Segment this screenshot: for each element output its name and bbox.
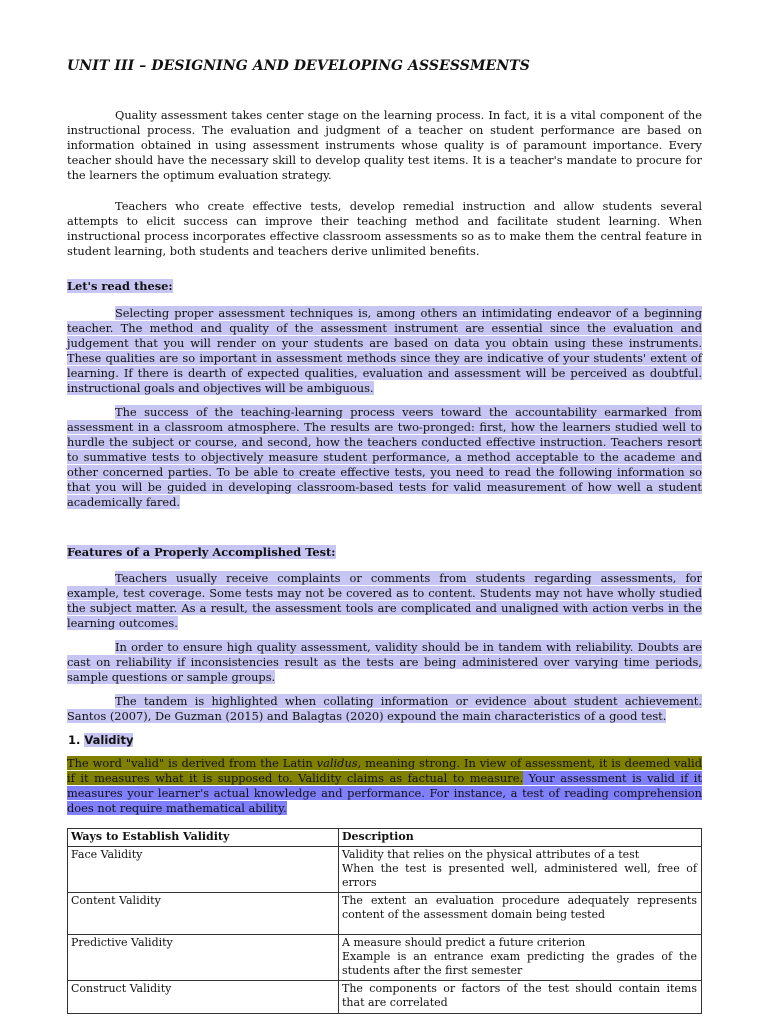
features-text-1: Teachers usually receive complaints or comments from students regarding assessments, for example, test coverage. Some tests may not be covered as to content. Students may not have wholly studied the subject matter. As a result, the assessment tools are complicated and unaligned with action verbs in the learning outcomes.	[67, 571, 702, 630]
features-paragraph-2	[67, 640, 702, 685]
features-heading	[67, 545, 702, 560]
table-cell-description	[339, 981, 702, 1014]
table-header-row	[68, 829, 702, 847]
table-cell-way: Construct Validity	[68, 981, 339, 1014]
description-line: When the test is presented well, administered well, free of errors	[342, 862, 697, 889]
table-cell-description	[339, 847, 702, 893]
validity-text-1c: , meaning strong. In view of assessment, it is deemed valid if it measures what it is supposed to. Validity claims as factual to measure.	[67, 756, 702, 785]
description-line: Example is an entrance exam predicting the grades of the students after the first semester	[342, 950, 697, 977]
lets-read-paragraph-1	[67, 306, 702, 396]
intro-paragraph-2: Teachers who create effective tests, develop remedial instruction and allow students several attempts to elicit success can improve their teaching method and facilitate student learning. When instructional process incorporates effective classroom assessments so as to make them the central feature in student learning, both students and teachers derive unlimited benefits.	[67, 199, 702, 258]
features-label: Features of a Properly Accomplished Test:	[67, 545, 336, 559]
table-cell-way: Face Validity	[68, 847, 339, 893]
table-cell-description	[339, 893, 702, 935]
validity-label: Validity	[84, 733, 134, 747]
table-header-ways: Ways to Establish Validity	[68, 829, 339, 847]
description-line: A measure should predict a future criterion	[342, 936, 586, 949]
features-text-3: The tandem is highlighted when collating information or evidence about student achievement. Santos (2007), De Guzman (2015) and Balagtas (2020) expound the main characteristics of a good test.	[67, 694, 702, 723]
table-row	[68, 981, 702, 1014]
validity-heading	[68, 733, 702, 748]
validity-text-blue: Your assessment is valid if it measures your learner's actual knowledge and performance. For instance, a test of reading comprehension does not require mathematical ability.	[67, 771, 702, 815]
validity-number: 1.	[68, 733, 81, 747]
validity-text-1a: The word "valid" is derived from the Latin	[67, 756, 317, 770]
features-paragraph-1	[67, 571, 702, 631]
lets-read-heading	[67, 279, 702, 294]
features-text-2: In order to ensure high quality assessment, validity should be in tandem with reliability. Doubts are cast on reliability if inconsistencies result as the tests are being administered over varying time periods, sample questions or sample groups.	[67, 640, 702, 684]
spacer	[67, 519, 702, 545]
validity-table	[67, 828, 702, 1014]
lets-read-text-2: The success of the teaching-learning process veers toward the accountability earmarked from assessment in a classroom atmosphere. The results are two-pronged: first, how the learners studied well to hurdle the subject or course, and second, how the teachers conducted effective instruction. Teachers resort to summative tests to objectively measure student performance, a method acceptable to the academe and other concerned parties. To be able to create effective tests, you need to read the following information so that you will be guided in developing classroom-based tests for valid measurement of how well a student academically fared.	[67, 405, 702, 509]
description-line: Validity that relies on the physical attributes of a test	[342, 848, 640, 861]
lets-read-paragraph-2	[67, 405, 702, 510]
page-title: UNIT III – DESIGNING AND DEVELOPING ASSESSMENTS	[67, 58, 530, 74]
table-header-description: Description	[339, 829, 702, 847]
table-cell-description	[339, 935, 702, 981]
table-row	[68, 847, 702, 893]
table-row	[68, 935, 702, 981]
validity-paragraph	[67, 756, 702, 816]
features-paragraph-3	[67, 694, 702, 724]
table-cell-way: Content Validity	[68, 893, 339, 935]
description-line: The extent an evaluation procedure adequately represents content of the assessment domain being tested	[342, 894, 697, 921]
lets-read-text-1: Selecting proper assessment techniques is, among others an intimidating endeavor of a beginning teacher. The method and quality of the assessment instrument are essential since the evaluation and judgement that you will render on your students are based on data you obtain using these instruments. These qualities are so important in assessment methods since they are indicative of your students' extent of learning. If there is dearth of expected qualities, evaluation and assessment will be perceived as doubtful. instructional goals and objectives will be ambiguous.	[67, 306, 702, 395]
lets-read-label: Let's read these:	[67, 279, 173, 293]
table-cell-way: Predictive Validity	[68, 935, 339, 981]
intro-paragraph-1: Quality assessment takes center stage on the learning process. In fact, it is a vital component of the instructional process. The evaluation and judgment of a teacher on student performance are based on information obtained in using assessment instruments whose quality is of paramount importance. Every teacher should have the necessary skill to develop quality test items. It is a teacher's mandate to procure for the learners the optimum evaluation strategy.	[67, 108, 702, 182]
validity-latin-word: validus	[316, 756, 358, 770]
table-row	[68, 893, 702, 935]
description-line: The components or factors of the test should contain items that are correlated	[342, 982, 697, 1009]
